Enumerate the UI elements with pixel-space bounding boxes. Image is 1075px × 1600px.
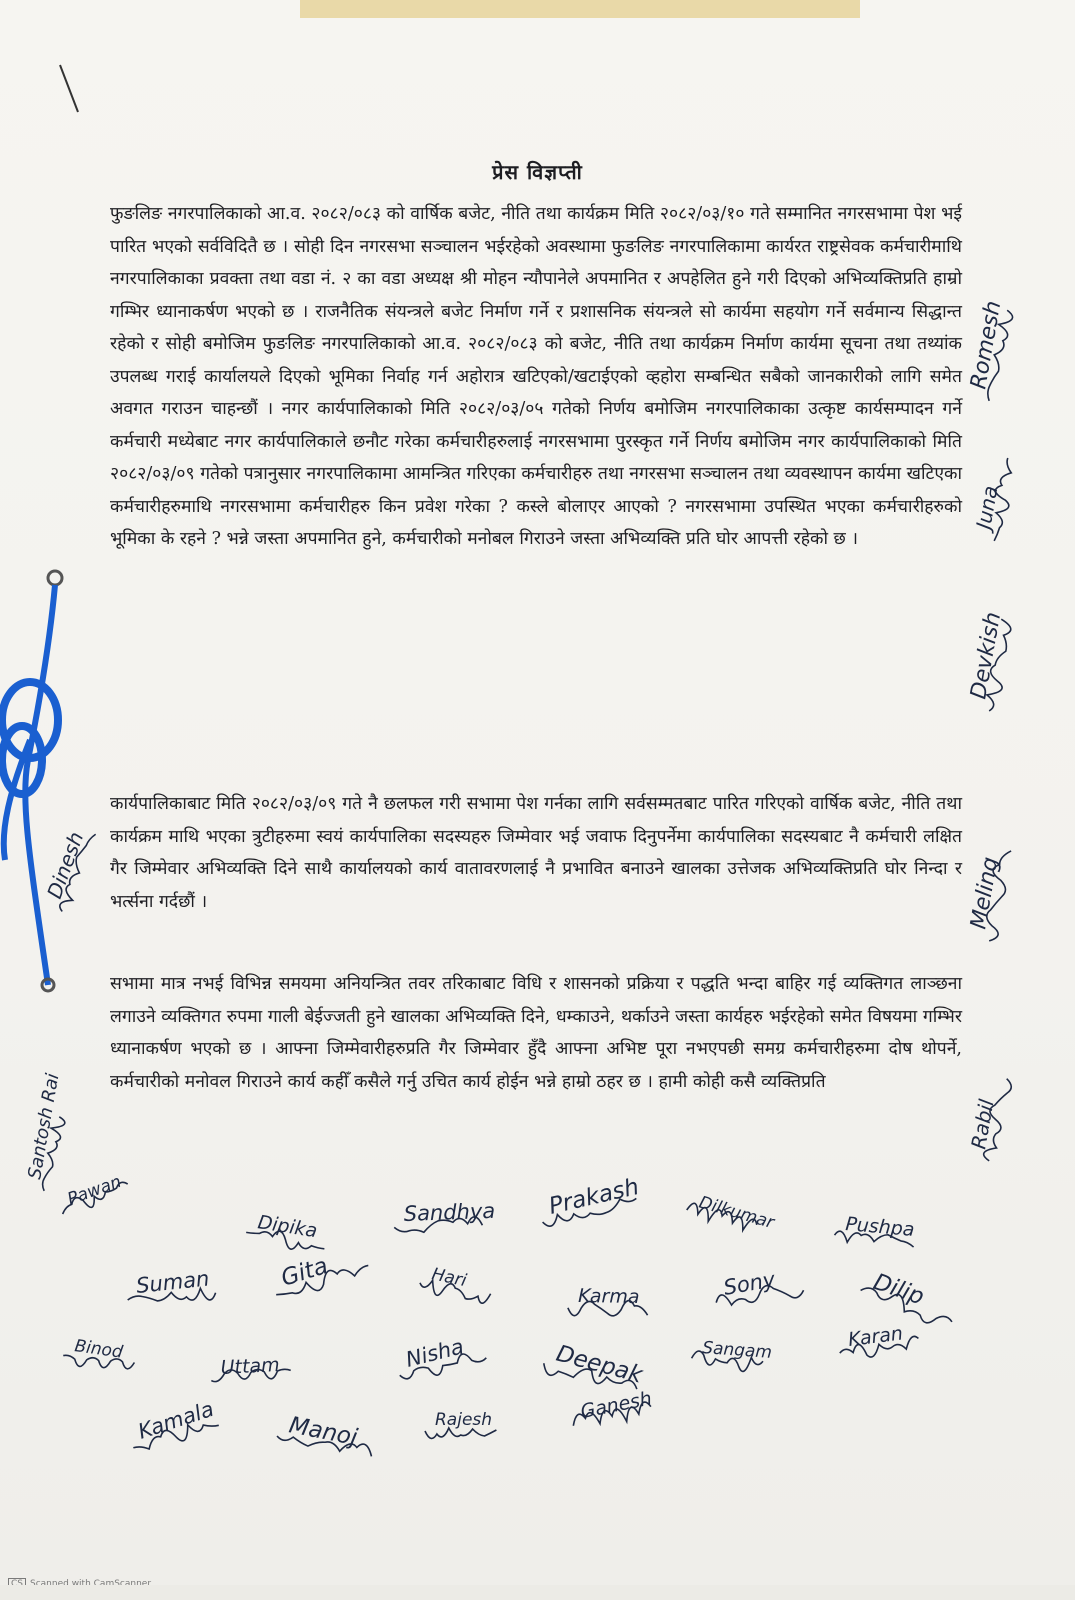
- signature-bottom-15: [541, 1338, 647, 1399]
- signature-name: Uttam: [220, 1353, 281, 1379]
- signature-bottom-3: [537, 1174, 643, 1228]
- signature-name: Santosh Rai: [24, 1071, 64, 1181]
- scanner-stamp: [8, 1578, 151, 1585]
- signature-name: Ganesh: [578, 1387, 654, 1423]
- camscanner-icon: CS: [8, 1578, 26, 1585]
- signature-name: Kamala: [135, 1396, 217, 1444]
- signature-bottom-6: [125, 1266, 216, 1309]
- signature-bottom-16: [691, 1337, 773, 1373]
- signature-bottom-12: [62, 1335, 137, 1374]
- signature-name: Sangam: [701, 1338, 773, 1363]
- signature-name: Rajesh: [435, 1410, 493, 1430]
- signature-name: Hari: [429, 1264, 469, 1292]
- signature-right-1: [970, 454, 1017, 543]
- signature-bottom-10: [712, 1263, 805, 1312]
- signature-bottom-14: [394, 1330, 488, 1384]
- signature-right-4: [965, 1074, 1013, 1163]
- paragraph-3: सभामा मात्र नभई विभिन्न समयमा अनियन्त्रित तवर तरिकाबाट विधि र शासनको प्रक्रिया र पद्धति भन्दा बाहिर गई व्यक्तिगत लाञ्छना लगाउने व्यक्तिगत रुपमा गाली बेईज्जती हुने खालका अभिव्यक्ति दिने, धम्काउने, थर्काउने जस्ता कार्यहरु भईरहेको समेत विषयमा गम्भिर ध्यानाकर्षण भएको छ । आफ्ना जिम्मेवारीहरुप्रति गैर जिम्मेवार हुँदै आफ्ना अभिष्ट पूरा नभएपछी समग्र कर्मचारीहरुमा दोष थोपर्ने, कर्मचारीको मनोवल गिराउने कार्य कहीँ कसैले गर्नु उचित कार्य होईन भन्ने हाम्रो ठहर छ । हामी कोही कसै व्यक्तिप्रति: [110, 974, 962, 1092]
- signature-bottom-5: [834, 1212, 916, 1248]
- signature-name: Nisha: [403, 1334, 467, 1372]
- signature-name: Dilip: [870, 1269, 928, 1311]
- signature-name: Dinesh: [42, 828, 89, 902]
- signature-left-0: [39, 824, 97, 914]
- paragraph-2: कार्यपालिकाबाट मिति २०८२/०३/०९ गते नै छलफल गरी सभामा पेश गर्नका लागि सर्वसम्मतबाट पारित गरिएको वार्षिक बजेट, नीति तथा कार्यक्रम माथि भएका त्रुटीहरुमा स्वयं कार्यपालिका सदस्यहरु जिम्मेवार भई जवाफ दिनुपर्नेमा कार्यपालिका सदस्यबाट नै कर्मचारी लक्षित गैर जिम्मेवार अभिव्यक्ति दिने साथै कार्यालयको कार्य वातावरणलाई नै प्रभावित बनाउने खालका उत्तेजक अभिव्यक्तिप्रति घोर निन्दा र भर्त्सना गर्दछौं ।: [110, 794, 962, 912]
- signature-name: Deepak: [553, 1340, 646, 1389]
- signature-left-1: [23, 1072, 73, 1193]
- signature-name: Binod: [73, 1336, 124, 1363]
- signature-name: Dilkumar: [696, 1192, 777, 1234]
- signature-bottom-13: [210, 1353, 291, 1382]
- signature-bottom-8: [418, 1262, 494, 1306]
- signature-bottom-9: [568, 1285, 648, 1317]
- scanner-stamp-text: Scanned with CamScanner: [30, 1579, 152, 1585]
- signature-bottom-11: [858, 1266, 961, 1331]
- signature-name: Juna: [971, 483, 1003, 531]
- signature-bottom-4: [685, 1190, 777, 1239]
- signature-name: Romesh: [966, 298, 1007, 392]
- signature-bottom-0: [55, 1170, 131, 1218]
- signature-name: Prakash: [546, 1173, 642, 1220]
- signature-bottom-1: [245, 1210, 329, 1255]
- signature-name: Dipika: [256, 1211, 319, 1243]
- signature-name: Devkish: [966, 610, 1007, 702]
- signature-name: Gita: [278, 1253, 332, 1292]
- signature-name: Manoj: [286, 1412, 360, 1452]
- signature-right-0: [965, 299, 1015, 402]
- page-title: प्रेस विज्ञप्ती: [492, 160, 583, 184]
- signature-bottom-20: [425, 1410, 496, 1438]
- signature-right-3: [965, 846, 1013, 943]
- signature-bottom-18: [126, 1397, 220, 1456]
- signature-bottom-19: [276, 1410, 377, 1458]
- signature-name: Rabil: [966, 1097, 999, 1151]
- signature-bottom-21: [569, 1388, 655, 1432]
- signature-name: Karma: [577, 1285, 640, 1309]
- signature-name: Karan: [846, 1322, 905, 1351]
- signature-name: Pawan: [64, 1171, 125, 1210]
- signature-name: Meling: [966, 855, 1004, 932]
- signature-bottom-2: [393, 1199, 495, 1234]
- paragraph-1: फुङलिङ नगरपालिकाको आ.व. २०८२/०८३ को वार्षिक बजेट, नीति तथा कार्यक्रम मिति २०८२/०३/१० गते सम्मानित नगरसभामा पेश भई पारित भएको सर्वविदितै छ । सोही दिन नगरसभा सञ्चालन भईरहेको अवस्थामा फुङलिङ नगरपालिकामा कार्यरत राष्ट्रसेवक कर्मचारीमाथि नगरपालिकाका प्रवक्ता तथा वडा नं. २ का वडा अध्यक्ष श्री मोहन न्यौपानेले अपमानित र अपहेलित हुने गरी दिएको अभिव्यक्तिप्रति हाम्रो गम्भिर ध्यानाकर्षण भएको छ । राजनैतिक संयन्त्रले बजेट निर्माण गर्ने र प्रशासनिक संयन्त्रले सो कार्यमा सहयोग गर्ने सर्वमान्य सिद्धान्त रहेको र सोही बमोजिम फुङलिङ नगरपालिकाको आ.व. २०८२/०८३ को बजेट, नीति तथा कार्यक्रम निर्माण कार्यमा सूचना तथा तथ्यांक उपलब्ध गराई कार्यालयले दिएको भूमिका निर्वाह गर्न अहोरात्र खटिएको/खटाईएको व्हहोरा सम्बन्धित सबैको जानकारीको लागि समेत अवगत गराउन चाहन्छौं । नगर कार्यपालिकाको मिति २०८२/०३/०५ गतेको निर्णय बमोजिम नगरपालिकाका उत्कृष्ट कार्यसम्पादन गर्ने कर्मचारी मध्येबाट नगर कार्यपालिकाले छनौट गरेका कर्मचारीहरुलाई नगरसभामा पुरस्कृत गर्ने निर्णय बमोजिम नगर कार्यपालिकाको मिति २०८२/०३/०९ गतेको पत्रानुसार नगरपालिकामा आमन्त्रित गरिएका कर्मचारीहरु तथा नगरसभा सञ्चालन तथा व्यवस्थापन कार्यमा खटिएका कर्मचारीहरुमाथि नगरसभामा कर्मचारीहरु किन प्रवेश गरेका ? कस्ले बोलाएर आएको ? नगरसभामा उपस्थित भएका कर्मचारीहरुको भूमिका के रहने ? भन्ने जस्ता अपमानित हुने, कर्मचारीको मनोबल गिराउने जस्ता अभिव्यक्ति प्रति घोर आपत्ती रहेको छ ।: [110, 204, 962, 549]
- signature-bottom-7: [269, 1242, 371, 1303]
- signature-right-2: [965, 610, 1015, 712]
- signature-bottom-17: [837, 1321, 920, 1361]
- signature-name: Pushpa: [844, 1213, 916, 1242]
- signature-name: Sandhya: [403, 1198, 496, 1226]
- signature-name: Sony: [721, 1267, 778, 1300]
- signature-name: Suman: [135, 1266, 211, 1298]
